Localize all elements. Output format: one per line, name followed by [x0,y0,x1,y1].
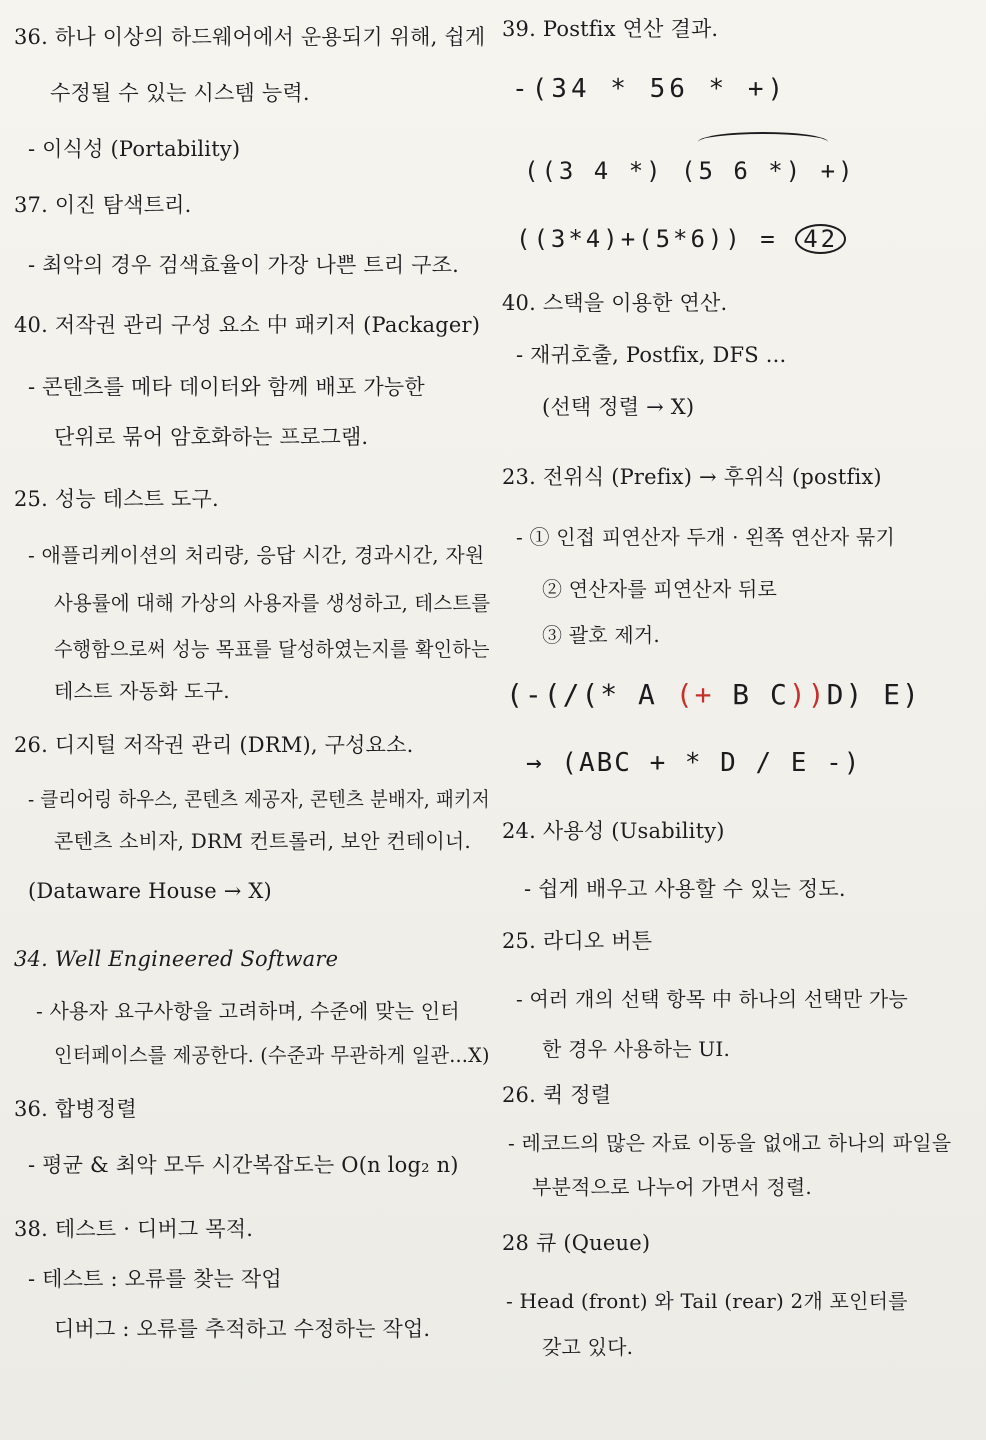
note-line: 단위로 묶어 암호화하는 프로그램. [54,425,369,449]
expression-line: -(34 * 56 * +) [512,74,788,104]
note-line: - 테스트 : 오류를 찾는 작업 [28,1267,282,1291]
circled-result: 42 [795,224,846,254]
expression-part: (-(/(* A [506,678,676,711]
note-line: 37. 이진 탐색트리. [14,193,192,217]
expression-part-red: (+ [675,678,714,711]
note-line: 한 경우 사용하는 UI. [542,1037,731,1061]
note-line: - ① 인접 피연산자 두개 · 왼쪽 연산자 묶기 [516,525,895,549]
note-line: 갖고 있다. [542,1335,634,1359]
note-line: 28 큐 (Queue) [502,1231,651,1255]
note-line: - 쉽게 배우고 사용할 수 있는 정도. [524,877,846,901]
note-line: 수정될 수 있는 시스템 능력. [50,81,310,105]
note-line: 인터페이스를 제공한다. (수준과 무관하게 일관...X) [54,1043,490,1067]
expression-line [506,680,921,710]
expression-line: → (ABC + * D / E -) [526,748,862,778]
note-line: - 콘텐츠를 메타 데이터와 함께 배포 가능한 [28,375,425,399]
note-line: (Dataware House → X) [28,879,272,903]
note-line: - 레코드의 많은 자료 이동을 없애고 하나의 파일을 [508,1131,952,1155]
note-line: 36. 합병정렬 [14,1097,137,1121]
note-line: 36. 하나 이상의 하드웨어에서 운용되기 위해, 쉽게 [14,25,486,49]
note-line: (선택 정렬 → X) [542,395,695,419]
note-line: 40. 스택을 이용한 연산. [502,291,728,315]
note-line: 콘텐츠 소비자, DRM 컨트롤러, 보안 컨테이너. [54,829,471,853]
note-line: 24. 사용성 (Usability) [502,819,725,843]
note-line: - 평균 & 최악 모두 시간복잡도는 O(n log₂ n) [28,1153,459,1177]
note-line: - 사용자 요구사항을 고려하며, 수준에 맞는 인터 [36,999,460,1023]
note-line: 26. 퀵 정렬 [502,1083,612,1107]
note-line: 23. 전위식 (Prefix) → 후위식 (postfix) [502,465,882,489]
note-line: 25. 라디오 버튼 [502,929,653,953]
note-line: 34. Well Engineered Software [14,947,339,971]
note-line: - 최악의 경우 검색효율이 가장 나쁜 트리 구조. [28,253,460,277]
note-line: 부분적으로 나누어 가면서 정렬. [532,1175,812,1199]
note-line: 디버그 : 오류를 추적하고 수정하는 작업. [54,1317,431,1341]
note-line: ③ 괄호 제거. [542,623,660,647]
note-line: - 클리어링 하우스, 콘텐츠 제공자, 콘텐츠 분배자, 패키저 [28,787,490,811]
expression-part-red: )) [788,678,827,711]
note-line: 수행함으로써 성능 목표를 달성하였는지를 확인하는 [54,637,490,661]
note-line: 25. 성능 테스트 도구. [14,487,219,511]
expression-line: ((3 4 *) (5 6 *) +) [524,157,856,185]
note-line: - 여러 개의 선택 항목 中 하나의 선택만 가능 [516,987,908,1011]
expression-line [516,224,846,254]
note-line: - Head (front) 와 Tail (rear) 2개 포인터를 [506,1289,908,1313]
note-line: ② 연산자를 피연산자 뒤로 [542,577,778,601]
arc-mark [698,132,828,152]
note-line: 40. 저작권 관리 구성 요소 中 패키저 (Packager) [14,313,481,337]
note-line: - 애플리케이션의 처리량, 응답 시간, 경과시간, 자원 [28,543,485,567]
note-line: 26. 디지털 저작권 관리 (DRM), 구성요소. [14,733,414,757]
note-line: 테스트 자동화 도구. [54,679,230,703]
note-line: 38. 테스트 · 디버그 목적. [14,1217,254,1241]
note-line: - 이식성 (Portability) [28,137,241,161]
expression-part: B C [713,678,789,711]
expression-part: D) E) [826,678,921,711]
note-line: - 재귀호출, Postfix, DFS ... [516,343,787,367]
note-line: 39. Postfix 연산 결과. [502,17,719,41]
expression-text: ((3*4)+(5*6)) = [516,225,796,253]
note-line: 사용률에 대해 가상의 사용자를 생성하고, 테스트를 [54,591,491,615]
